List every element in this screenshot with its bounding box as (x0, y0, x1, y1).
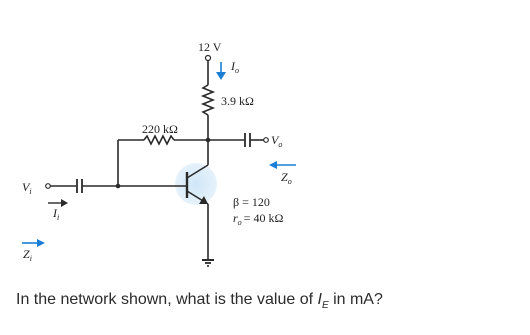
output-impedance-label: $Z_o$ (281, 170, 292, 186)
question-text: In the network shown, what is the value of $I_E$ in mA? (16, 291, 383, 312)
ground-icon (202, 260, 214, 266)
output-impedance-arrow-icon (269, 161, 296, 169)
output-terminal (264, 138, 269, 143)
input-impedance-label: $Z_i$ (23, 247, 32, 263)
output-voltage-label: $V_o$ (271, 133, 283, 149)
bjt-transistor (175, 140, 217, 205)
input-impedance-arrow-icon (22, 239, 45, 247)
input-terminal (46, 184, 51, 189)
base-node (116, 184, 121, 189)
collector-resistor (203, 85, 213, 115)
feedback-resistor-label: 220 kΩ (142, 122, 178, 136)
supply-voltage-label: 12 V (198, 40, 222, 54)
input-current-arrow-icon (48, 199, 68, 207)
supply-terminal (206, 56, 211, 61)
input-capacitor (77, 179, 82, 193)
collector-current-label: $I_o$ (231, 59, 239, 75)
beta-spec: β = 120 (233, 195, 270, 209)
input-voltage-label: $V_i$ (22, 180, 32, 196)
feedback-resistor (144, 136, 174, 144)
output-capacitor (245, 133, 250, 147)
ro-spec: $r_o = 40$ kΩ (233, 211, 284, 227)
input-current-label: $I_i$ (53, 206, 60, 222)
collector-current-arrow-icon (216, 62, 226, 80)
collector-resistor-label: 3.9 kΩ (221, 94, 254, 108)
